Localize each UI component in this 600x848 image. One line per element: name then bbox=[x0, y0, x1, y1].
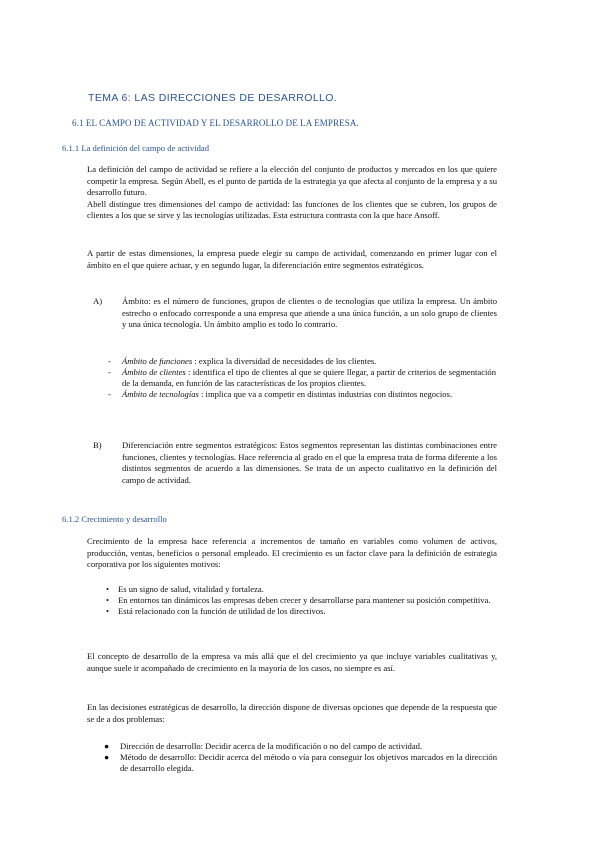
list-item-text: Dirección de desarrollo: Decidir acerca de la modificación o no del campo de actividad. bbox=[120, 741, 423, 751]
list-item-text: Método de desarrollo: Decidir acerca del método o vía para conseguir los objetivos marcados en la dirección de desarrollo elegida. bbox=[120, 752, 497, 774]
list-item-text: En entornos tan dinámicos las empresas deben crecer y desarrollarse para mantener su posición competitiva. bbox=[118, 595, 491, 606]
bullet-marker: • bbox=[106, 595, 110, 606]
list-item bbox=[104, 741, 497, 752]
list-item bbox=[108, 389, 496, 400]
paragraph-dimensions: A partir de estas dimensiones, la empresa puede elegir su campo de actividad, comenzando en primer lugar con el ámbito en el que quiere actuar, y en segundo lugar, la diferenciación entre segmentos estratégicos. bbox=[87, 248, 497, 270]
bullet-marker: • bbox=[106, 584, 110, 594]
dash-marker: - bbox=[108, 367, 111, 377]
list-item-text: Diferenciación entre segmentos estratégicos: Estos segmentos representan las distintas combinaciones entre funciones, clientes y tecnologías. Hace referencia al grado en el que la empresa trata de forma diferente a los distintos segmentos de acuerdo a las dimensiones. Se trata de un aspecto cualitativo en la definición del campo de actividad. bbox=[122, 440, 497, 485]
paragraph-text: La definición del campo de actividad se refiere a la elección del conjunto de productos y mercados en los que quiere competir la empresa. Según Abell, es el punto de partida de la estrategia ya que afecta al conjunto de la empresa y a su desarrollo futuro. bbox=[87, 164, 497, 197]
list-item-a bbox=[93, 296, 497, 331]
dash-marker: - bbox=[108, 356, 111, 366]
list-term: Ámbito de clientes bbox=[122, 367, 186, 377]
list-item bbox=[106, 606, 496, 617]
bullet-marker: • bbox=[106, 606, 110, 617]
paragraph-development: El concepto de desarrollo de la empresa va más allá que el del crecimiento ya que incluye variables cualitativas y, aunque suele ir acompañado de crecimiento en la mayoría de los casos, no siempre es así. bbox=[87, 651, 497, 673]
paragraph-definition bbox=[87, 164, 497, 222]
subsection-heading-2: 6.1.2 Crecimiento y desarrollo bbox=[62, 514, 167, 524]
list-item-text: Está relacionado con la función de utilidad de los directivos. bbox=[118, 606, 326, 617]
bullet-list bbox=[106, 584, 496, 618]
list-item bbox=[106, 595, 496, 606]
dash-list bbox=[108, 356, 496, 400]
list-item-text: : identifica el tipo de clientes al que se quiere llegar, a partir de criterios de segmentación de la demanda, en función de las características de los propios clientes. bbox=[122, 367, 496, 388]
paragraph-growth: Crecimiento de la empresa hace referencia a incrementos de tamaño en variables como volumen de activos, producción, ventas, beneficios o personal empleado. El crecimiento es un factor clave para la definición de estrategia corporativa por los siguientes motivos: bbox=[87, 536, 497, 569]
subsection-heading-1: 6.1.1 La definición del campo de actividad bbox=[62, 143, 209, 153]
paragraph-decisions: En las decisiones estratégicas de desarrollo, la dirección dispone de diversas opciones que depende de la respuesta que se de a dos problemas: bbox=[87, 702, 497, 724]
list-term: Ámbito de funciones bbox=[122, 356, 193, 366]
section-heading: 6.1 EL CAMPO DE ACTIVIDAD Y EL DESARROLLO DE LA EMPRESA. bbox=[72, 118, 359, 128]
list-marker: A) bbox=[93, 296, 103, 306]
list-item-text: : implica que va a competir en distintas industrias con distintos negocios. bbox=[201, 389, 453, 399]
list-term: Ámbito de tecnologías bbox=[122, 389, 199, 399]
list-item bbox=[104, 752, 497, 774]
list-item-text: : explica la diversidad de necesidades de los clientes. bbox=[194, 356, 377, 366]
bullet-marker: ● bbox=[104, 752, 110, 763]
page-title: TEMA 6: LAS DIRECCIONES DE DESARROLLO. bbox=[88, 92, 338, 104]
list-item-text: Es un signo de salud, vitalidad y fortaleza. bbox=[118, 584, 264, 594]
bullet-list-2 bbox=[104, 741, 497, 775]
list-item-text: Ámbito: es el número de funciones, grupos de clientes o de tecnologías que utiliza la empresa. Un ámbito estrecho o enfocado corresponde a una empresa que atiende a una única función, a un solo grupo de clientes y una única tecnología. Un ámbito amplio es todo lo contrario. bbox=[122, 296, 497, 329]
list-item bbox=[108, 356, 496, 367]
list-item bbox=[106, 584, 496, 595]
dash-marker: - bbox=[108, 389, 111, 399]
paragraph-text: Abell distingue tres dimensiones del campo de actividad: las funciones de los clientes que se cubren, los grupos de clientes a los que se sirve y las tecnologías utilizadas. Esta estructura contrasta con la que hace Ansoff. bbox=[87, 198, 497, 220]
list-item bbox=[108, 367, 496, 389]
list-marker: B) bbox=[93, 440, 102, 450]
list-item-b bbox=[93, 440, 497, 486]
bullet-marker: ● bbox=[104, 741, 110, 751]
